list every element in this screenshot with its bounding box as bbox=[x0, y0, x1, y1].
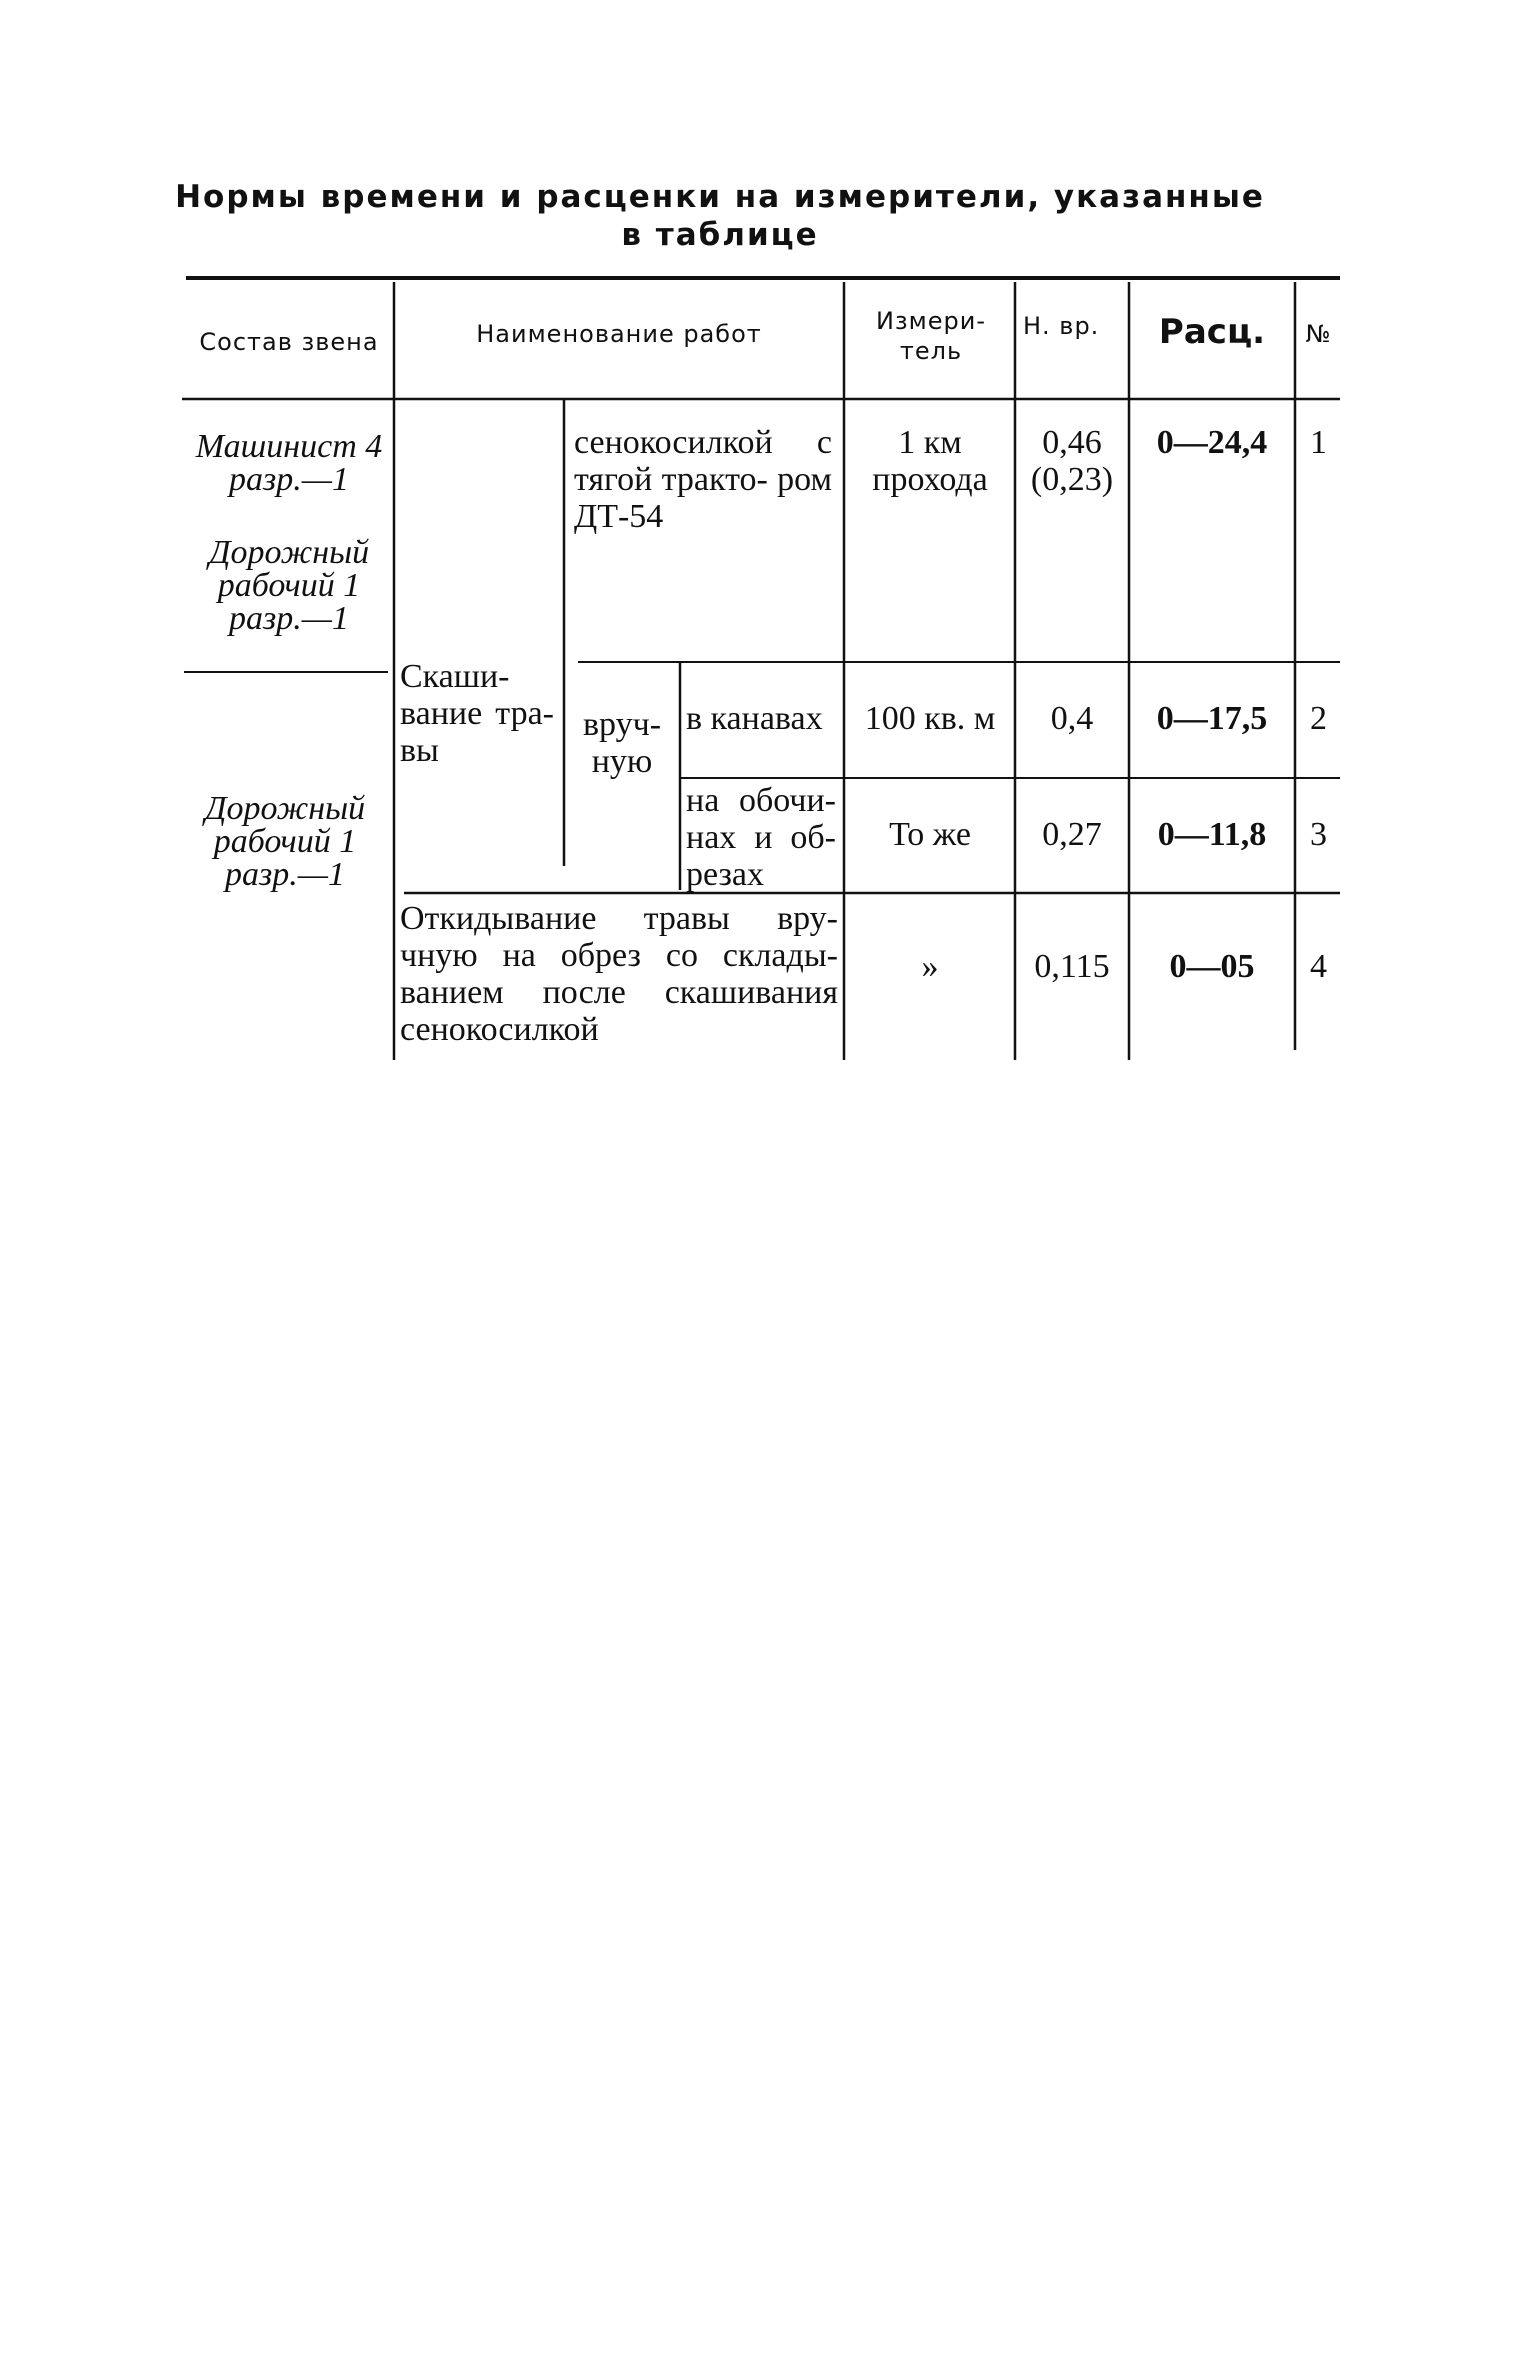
work-mowing: Скаши- вание тра- вы bbox=[400, 658, 554, 769]
crew-machinist: Машинист 4 разр.—1 bbox=[195, 428, 383, 498]
row4-number: 4 bbox=[1310, 948, 1327, 985]
row3-rate: 0—11,8 bbox=[1157, 816, 1267, 853]
row4-unit: » bbox=[921, 948, 939, 985]
row1-rate: 0—24,4 bbox=[1156, 424, 1268, 461]
row3-number: 3 bbox=[1310, 816, 1327, 853]
header-unit: Измери- тель bbox=[875, 307, 987, 365]
row3-unit: То же bbox=[889, 816, 971, 853]
row2-rate: 0—17,5 bbox=[1156, 700, 1268, 737]
row1-time: 0,46 (0,23) bbox=[1030, 424, 1114, 498]
norms-table bbox=[182, 270, 1340, 1070]
work-shoulders: на обочи- нах и об- резах bbox=[686, 782, 836, 893]
row4-time: 0,115 bbox=[1034, 948, 1110, 985]
work-raking: Откидывание травы вру- чную на обрез со склады- ванием после скашивания сенокосилкой bbox=[400, 900, 838, 1048]
crew-road-worker-1: Дорожный рабочий 1 разр.—1 bbox=[208, 534, 370, 637]
row2-number: 2 bbox=[1310, 700, 1327, 737]
row1-unit: 1 км прохода bbox=[872, 424, 988, 498]
header-number: № bbox=[1305, 320, 1332, 348]
crew-road-worker-2: Дорожный рабочий 1 разр.—1 bbox=[204, 790, 366, 893]
row3-time: 0,27 bbox=[1042, 816, 1102, 853]
row4-rate: 0—05 bbox=[1169, 948, 1255, 985]
title-line-1: Нормы времени и расценки на измерители, указанные bbox=[175, 179, 1265, 215]
work-mower: сенокосилкой с тягой тракто- ром ДТ-54 bbox=[574, 424, 832, 535]
row2-time: 0,4 bbox=[1050, 700, 1094, 737]
row1-number: 1 bbox=[1310, 424, 1327, 461]
header-rate: Расц. bbox=[1158, 312, 1266, 352]
header-time: Н. вр. bbox=[1023, 312, 1100, 340]
header-work: Наименование работ bbox=[476, 320, 762, 348]
row2-unit: 100 кв. м bbox=[864, 700, 996, 737]
title-line-2: в таблице bbox=[621, 217, 819, 253]
header-crew: Состав звена bbox=[199, 328, 379, 356]
work-manual: вруч- ную bbox=[582, 706, 662, 780]
work-ditches: в канавах bbox=[686, 700, 823, 737]
page-title bbox=[170, 178, 1270, 254]
